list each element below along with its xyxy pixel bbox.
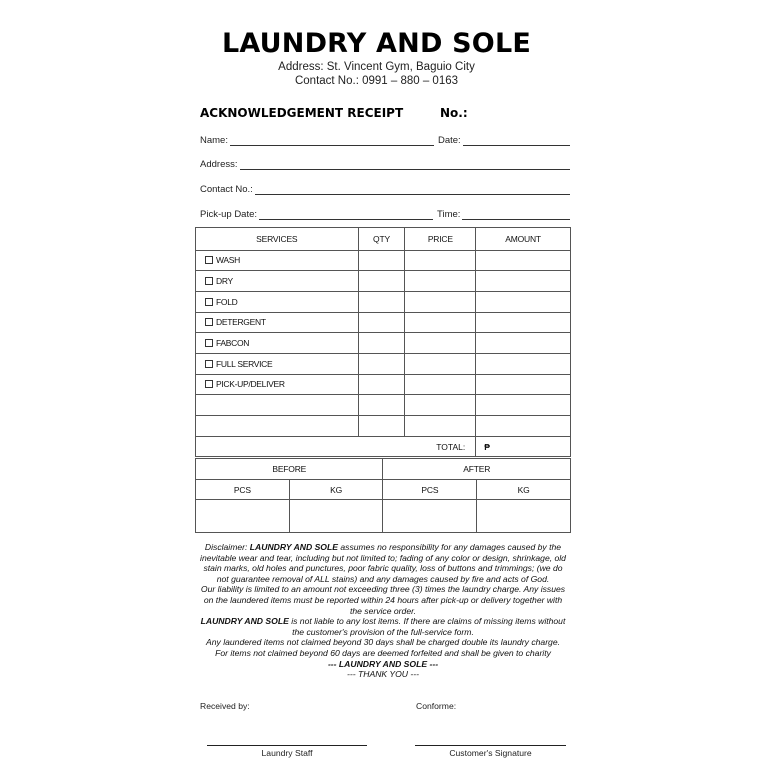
price-cell[interactable] bbox=[405, 374, 476, 395]
business-address: Address: St. Vincent Gym, Baguio City bbox=[278, 61, 475, 73]
staff-signature-line[interactable] bbox=[207, 745, 367, 746]
service-detergent[interactable]: DETERGENT bbox=[196, 312, 359, 333]
peso-sign: ₱ bbox=[484, 441, 490, 452]
after-kg-header: KG bbox=[477, 479, 571, 500]
after-header: AFTER bbox=[383, 459, 571, 480]
service-fabcon[interactable]: FABCON bbox=[196, 333, 359, 354]
service-dry[interactable]: DRY bbox=[196, 271, 359, 292]
checkbox-icon[interactable] bbox=[205, 318, 213, 326]
date-label: Date: bbox=[437, 135, 461, 146]
weight-table bbox=[195, 458, 571, 533]
disclaimer-paragraph-4: Any laundered items not claimed beyond 30 days shall be charged double its laundry charge. For items not claimed beyond 60 days are deemed forfeited and shall be given to charity bbox=[206, 637, 560, 658]
table-row bbox=[196, 333, 571, 354]
contact-label: Contact No.: bbox=[200, 184, 253, 195]
address-row bbox=[200, 158, 570, 170]
pickup-date-label: Pick-up Date: bbox=[200, 209, 258, 220]
closing-thanks: --- THANK YOU --- bbox=[347, 669, 419, 680]
disclaimer bbox=[200, 542, 566, 680]
after-kg-cell[interactable] bbox=[477, 500, 571, 533]
column-header-services: SERVICES bbox=[196, 228, 359, 251]
closing-brand: --- LAUNDRY AND SOLE --- bbox=[327, 658, 439, 669]
amount-cell[interactable] bbox=[476, 395, 571, 416]
qty-cell[interactable] bbox=[358, 395, 405, 416]
qty-cell[interactable] bbox=[358, 416, 405, 437]
name-date-row bbox=[200, 134, 570, 146]
price-cell[interactable] bbox=[405, 353, 476, 374]
customer-caption: Customer's Signature bbox=[449, 748, 532, 758]
blank-row bbox=[196, 416, 571, 437]
table-row bbox=[196, 250, 571, 271]
total-label: TOTAL: bbox=[196, 436, 476, 457]
qty-cell[interactable] bbox=[358, 271, 405, 292]
price-cell[interactable] bbox=[405, 271, 476, 292]
staff-caption: Laundry Staff bbox=[261, 748, 313, 758]
price-cell[interactable] bbox=[405, 291, 476, 312]
table-row bbox=[196, 291, 571, 312]
contact-field[interactable] bbox=[255, 185, 570, 195]
weight-subheader-row bbox=[196, 479, 571, 500]
qty-cell[interactable] bbox=[358, 291, 405, 312]
conforme-label: Conforme: bbox=[416, 701, 457, 711]
weight-values-row bbox=[196, 500, 571, 533]
before-kg-header: KG bbox=[289, 479, 383, 500]
name-field[interactable] bbox=[230, 136, 434, 146]
qty-cell[interactable] bbox=[358, 374, 405, 395]
price-cell[interactable] bbox=[405, 416, 476, 437]
service-wash[interactable]: WASH bbox=[196, 250, 359, 271]
after-pcs-header: PCS bbox=[383, 479, 477, 500]
time-label: Time: bbox=[437, 209, 461, 220]
qty-cell[interactable] bbox=[358, 333, 405, 354]
business-name: LAUNDRY AND SOLE bbox=[221, 28, 532, 59]
qty-cell[interactable] bbox=[358, 312, 405, 333]
price-cell[interactable] bbox=[405, 395, 476, 416]
pickup-row bbox=[200, 208, 570, 220]
amount-cell[interactable] bbox=[476, 353, 571, 374]
table-row bbox=[196, 271, 571, 292]
services-header-row bbox=[196, 228, 571, 251]
before-pcs-cell[interactable] bbox=[196, 500, 290, 533]
qty-cell[interactable] bbox=[358, 353, 405, 374]
qty-cell[interactable] bbox=[358, 250, 405, 271]
blank-row bbox=[196, 395, 571, 416]
time-field[interactable] bbox=[462, 210, 570, 220]
checkbox-icon[interactable] bbox=[205, 360, 213, 368]
before-header: BEFORE bbox=[196, 459, 383, 480]
table-row bbox=[196, 374, 571, 395]
receipt-title: ACKNOWLEDGEMENT RECEIPT bbox=[200, 106, 404, 120]
name-label: Name: bbox=[200, 135, 228, 146]
amount-cell[interactable] bbox=[476, 333, 571, 354]
total-amount-cell[interactable] bbox=[476, 436, 571, 457]
business-contact: Contact No.: 0991 – 880 – 0163 bbox=[294, 75, 459, 87]
column-header-amount: AMOUNT bbox=[476, 228, 571, 251]
checkbox-icon[interactable] bbox=[205, 298, 213, 306]
address-label: Address: bbox=[200, 159, 238, 170]
price-cell[interactable] bbox=[405, 312, 476, 333]
amount-cell[interactable] bbox=[476, 250, 571, 271]
table-row bbox=[196, 312, 571, 333]
weight-group-row bbox=[196, 459, 571, 480]
amount-cell[interactable] bbox=[476, 416, 571, 437]
before-kg-cell[interactable] bbox=[289, 500, 383, 533]
after-pcs-cell[interactable] bbox=[383, 500, 477, 533]
service-full-service[interactable]: FULL SERVICE bbox=[196, 353, 359, 374]
service-cell[interactable] bbox=[196, 416, 359, 437]
contact-row bbox=[200, 183, 570, 195]
price-cell[interactable] bbox=[405, 333, 476, 354]
price-cell[interactable] bbox=[405, 250, 476, 271]
before-pcs-header: PCS bbox=[196, 479, 290, 500]
address-field[interactable] bbox=[240, 160, 571, 170]
amount-cell[interactable] bbox=[476, 374, 571, 395]
service-fold[interactable]: FOLD bbox=[196, 291, 359, 312]
checkbox-icon[interactable] bbox=[205, 256, 213, 264]
service-pickup-deliver[interactable]: PICK-UP/DELIVER bbox=[196, 374, 359, 395]
column-header-price: PRICE bbox=[405, 228, 476, 251]
checkbox-icon[interactable] bbox=[205, 277, 213, 285]
column-header-qty: QTY bbox=[358, 228, 405, 251]
disclaimer-paragraph-2: Our liability is limited to an amount not exceeding three (3) times the laundry charge. Any issues on the laundered items must be reported within 24 hours after pick-up or delivery together with the service order. bbox=[200, 584, 566, 616]
disclaimer-paragraph-1: Disclaimer: LAUNDRY AND SOLE assumes no responsibility for any damages caused by the inevitable wear and tear, including but not limited to; fading of any color or design, shrinkage, old stain marks, old holes and punctures, poor fabric quality, loss of buttons and trimmings; (we do not guarantee removal of ALL stains) and any damages caused by fire and acts of God. bbox=[200, 542, 566, 584]
pickup-date-field[interactable] bbox=[259, 210, 433, 220]
services-table bbox=[195, 227, 571, 457]
amount-cell[interactable] bbox=[476, 271, 571, 292]
disclaimer-paragraph-3: LAUNDRY AND SOLE is not liable to any lost items. If there are claims of missing items without the customer's provision of the full-service form. bbox=[200, 616, 566, 637]
service-cell[interactable] bbox=[196, 395, 359, 416]
date-field[interactable] bbox=[463, 136, 570, 146]
amount-cell[interactable] bbox=[476, 312, 571, 333]
checkbox-icon[interactable] bbox=[205, 339, 213, 347]
received-by-label: Received by: bbox=[200, 701, 250, 711]
checkbox-icon[interactable] bbox=[205, 380, 213, 388]
table-row bbox=[196, 353, 571, 374]
total-row bbox=[196, 436, 571, 457]
customer-signature-line[interactable] bbox=[415, 745, 566, 746]
amount-cell[interactable] bbox=[476, 291, 571, 312]
receipt-number-label: No.: bbox=[440, 106, 468, 120]
